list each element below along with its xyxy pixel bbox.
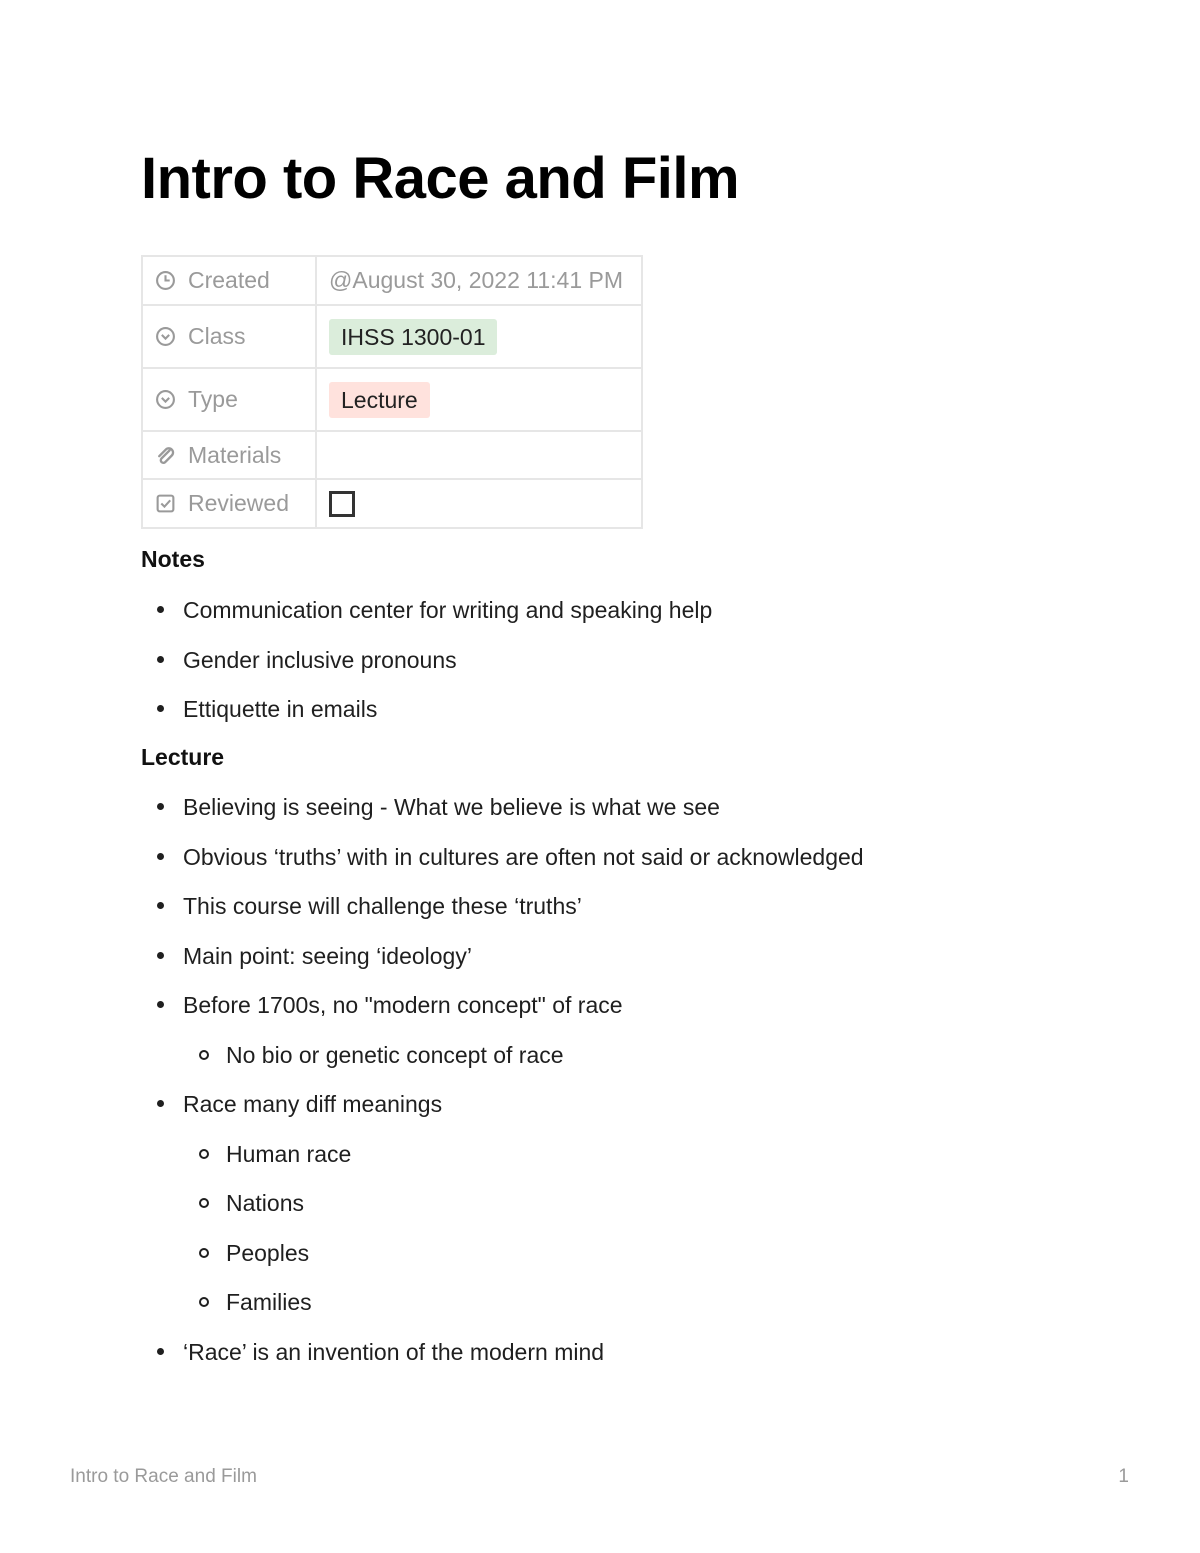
list-item: Obvious ‘truths’ with in cultures are often not said or acknowledged [141,843,864,893]
list-item: ‘Race’ is an invention of the modern mind [141,1338,864,1388]
property-value-class[interactable] [316,305,642,368]
property-key-created [142,256,316,305]
list-item: Gender inclusive pronouns [141,646,712,696]
sub-list-item: Families [141,1288,864,1338]
properties-table [141,255,643,529]
property-row-class [142,305,642,368]
footer-page-number: 1 [1118,1466,1129,1487]
property-label-class: Class [188,323,246,349]
clock-icon [155,270,176,291]
property-value-materials[interactable] [316,431,642,479]
sub-list-item: Peoples [141,1239,864,1289]
property-label-type: Type [188,386,238,412]
reviewed-checkbox[interactable] [329,491,355,517]
property-key-class [142,305,316,368]
select-icon [155,389,176,410]
property-row-materials [142,431,642,479]
footer-title: Intro to Race and Film [70,1466,257,1487]
property-key-type [142,368,316,431]
property-value-reviewed [316,479,642,528]
notes-list [141,596,712,745]
list-item: This course will challenge these ‘truths’ [141,892,864,942]
sub-list-item: No bio or genetic concept of race [141,1041,864,1091]
property-row-reviewed [142,479,642,528]
property-label-reviewed: Reviewed [188,490,289,516]
checkbox-icon [155,493,176,514]
list-item: Main point: seeing ‘ideology’ [141,942,864,992]
sub-list-item: Nations [141,1189,864,1239]
paperclip-icon [155,445,176,466]
sub-list-item: Human race [141,1140,864,1190]
property-value-type[interactable] [316,368,642,431]
list-item: Before 1700s, no "modern concept" of race [141,991,864,1041]
class-tag[interactable]: IHSS 1300-01 [329,319,497,355]
property-label-materials: Materials [188,441,282,468]
page-title: Intro to Race and Film [141,146,740,211]
property-key-materials [142,431,316,479]
created-date: @August 30, 2022 11:41 PM [329,267,624,293]
property-row-type [142,368,642,431]
property-key-reviewed [142,479,316,528]
lecture-list [141,793,864,1387]
list-item: Race many diff meanings [141,1090,864,1140]
select-icon [155,326,176,347]
property-value-created[interactable] [316,256,642,305]
lecture-heading: Lecture [141,744,225,770]
notes-heading: Notes [141,546,205,572]
property-label-created: Created [188,267,270,293]
list-item: Believing is seeing - What we believe is what we see [141,793,864,843]
list-item: Communication center for writing and speaking help [141,596,712,646]
type-tag[interactable]: Lecture [329,382,430,418]
property-row-created [142,256,642,305]
list-item: Ettiquette in emails [141,695,712,745]
